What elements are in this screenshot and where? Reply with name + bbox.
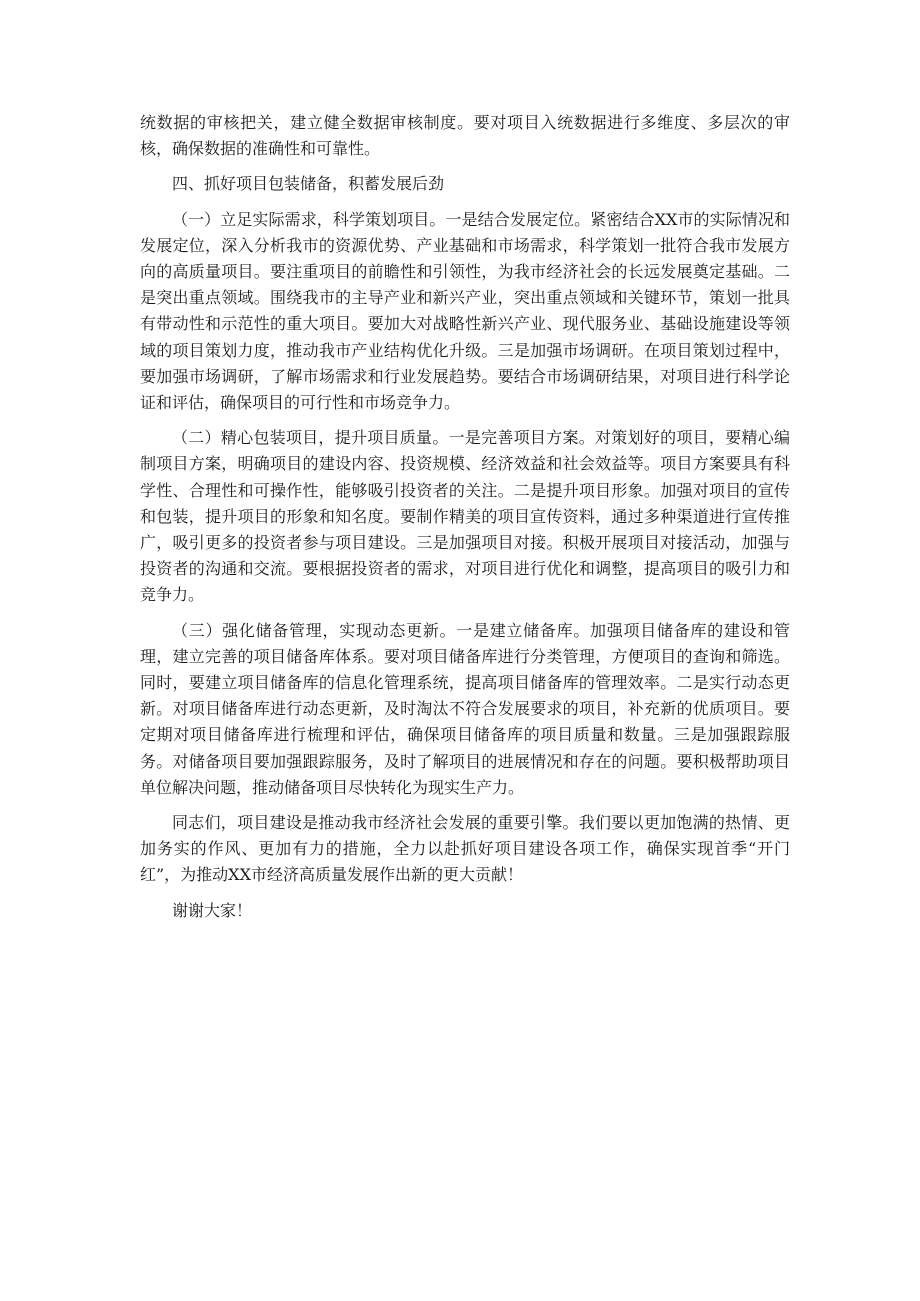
paragraph-thanks: 谢谢大家！	[172, 900, 253, 920]
paragraph-closing: 同志们，项目建设是推动我市经济社会发展的重要引擎。我们要以更加饱满的热情、更加务实的作风、更加有力的措施，全力以赴抓好项目建设各项工作，确保实现首季“开门红”，为推动XX市经济高质量发展作出新的更大贡献！	[140, 813, 790, 885]
paragraph-continuation: 统数据的审核把关，建立健全数据审核制度。要对项目入统数据进行多维度、多层次的审核，确保数据的准确性和可靠性。	[140, 113, 790, 159]
paragraph-item-three: （三）强化储备管理，实现动态更新。一是建立储备库。加强项目储备库的建设和管理，建立完善的项目储备库体系。要对项目储备库进行分类管理，方便项目的查询和筛选。同时，要建立项目储备库的信息化管理系统，提高项目储备库的管理效率。二是实行动态更新。对项目储备库进行动态更新，及时淘汰不符合发展要求的项目，补充新的优质项目。要定期对项目储备库进行梳理和评估，确保项目储备库的项目质量和数量。三是加强跟踪服务。对储备项目要加强跟踪服务，及时了解项目的进展情况和存在的问题。要积极帮助项目单位解决问题，推动储备项目尽快转化为现实生产力。	[140, 620, 790, 797]
section-heading: 四、抓好项目包装储备，积蓄发展后劲	[172, 174, 445, 194]
document-page	[140, 110, 790, 924]
paragraph-item-one: （一）立足实际需求，科学策划项目。一是结合发展定位。紧密结合XX市的实际情况和发展定位，深入分析我市的资源优势、产业基础和市场需求，科学策划一批符合我市发展方向的高质量项目。要注重项目的前瞻性和引领性，为我市经济社会的长远发展奠定基础。二是突出重点领域。围绕我市的主导产业和新兴产业，突出重点领域和关键环节，策划一批具有带动性和示范性的重大项目。要加大对战略性新兴产业、现代服务业、基础设施建设等领域的项目策划力度，推动我市产业结构优化升级。三是加强市场调研。在项目策划过程中，要加强市场调研，了解市场需求和行业发展趋势。要结合市场调研结果，对项目进行科学论证和评估，确保项目的可行性和市场竞争力。	[140, 209, 790, 413]
paragraph-item-two: （二）精心包装项目，提升项目质量。一是完善项目方案。对策划好的项目，要精心编制项目方案，明确项目的建设内容、投资规模、经济效益和社会效益等。项目方案要具有科学性、合理性和可操作性，能够吸引投资者的关注。二是提升项目形象。加强对项目的宣传和包装，提升项目的形象和知名度。要制作精美的项目宣传资料，通过多种渠道进行宣传推广，吸引更多的投资者参与项目建设。三是加强项目对接。积极开展项目对接活动，加强与投资者的沟通和交流。要根据投资者的需求，对项目进行优化和调整，提高项目的吸引力和竞争力。	[140, 428, 790, 605]
